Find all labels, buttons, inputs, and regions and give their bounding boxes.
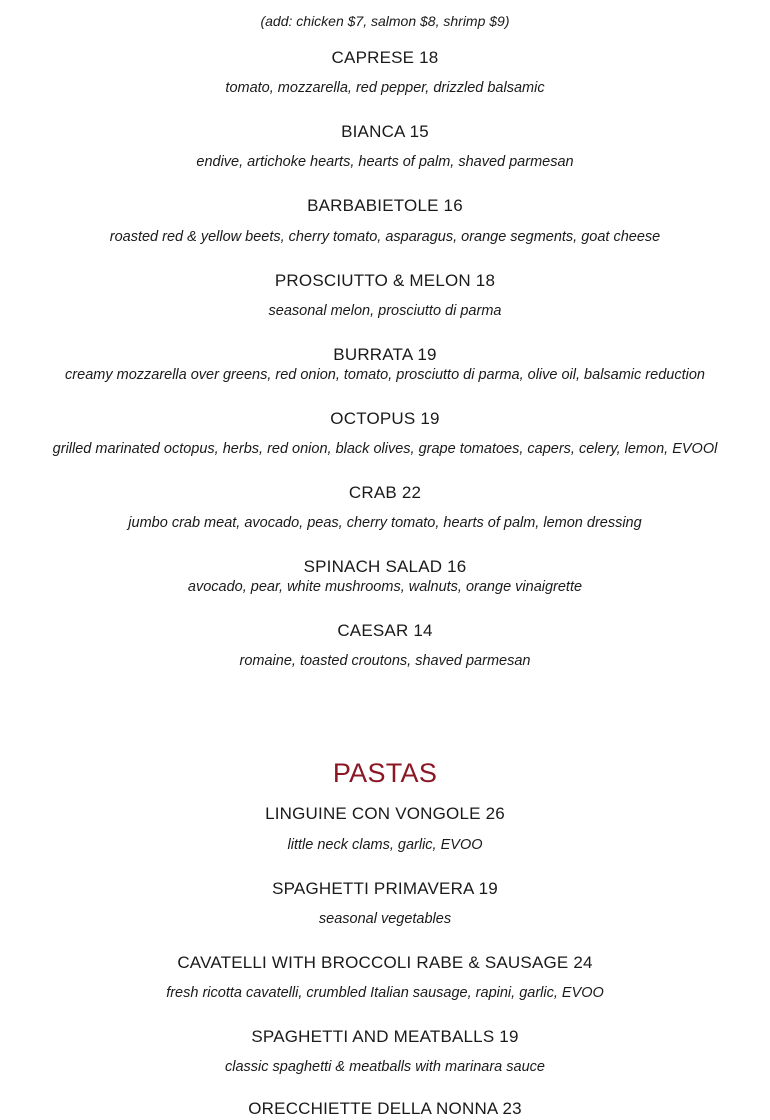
menu-item-crab — [0, 482, 770, 532]
menu-item-caesar — [0, 620, 770, 670]
menu-item-description: jumbo crab meat, avocado, peas, cherry tomato, hearts of palm, lemon dressing — [128, 515, 642, 531]
menu-item-name: CAVATELLI WITH BROCCOLI RABE & SAUSAGE 24 — [177, 953, 593, 972]
menu-item-spinach-salad — [0, 556, 770, 596]
menu-item-description: roasted red & yellow beets, cherry tomato, asparagus, orange segments, goat cheese — [109, 229, 661, 245]
menu-item-name: LINGUINE CON VONGOLE 26 — [265, 804, 505, 823]
menu-item-linguine-vongole — [0, 803, 770, 854]
menu-item-description: romaine, toasted croutons, shaved parmesan — [239, 653, 531, 669]
menu-item-spaghetti-meatballs — [0, 1026, 770, 1076]
menu-item-description: tomato, mozzarella, red pepper, drizzled balsamic — [225, 80, 545, 96]
menu-item-name: BARBABIETOLE 16 — [307, 196, 463, 215]
menu-item-prosciutto-melon — [0, 270, 770, 320]
menu-item-name: SPAGHETTI AND MEATBALLS 19 — [251, 1027, 519, 1046]
menu-item-bianca — [0, 121, 770, 171]
menu-item-orecchiette — [0, 1098, 770, 1120]
menu-item-name: CAPRESE 18 — [331, 48, 439, 67]
menu-item-description: little neck clams, garlic, EVOO — [287, 837, 483, 853]
section-title-pastas: PASTAS — [332, 758, 438, 788]
menu-item-description: fresh ricotta cavatelli, crumbled Italian sausage, rapini, garlic, EVOO — [166, 985, 604, 1001]
menu-item-cavatelli — [0, 952, 770, 1002]
menu-item-name: ORECCHIETTE DELLA NONNA 23 — [248, 1099, 522, 1118]
menu-item-description: creamy mozzarella over greens, red onion, tomato, prosciutto di parma, olive oil, balsamic reduction — [65, 367, 705, 383]
menu-item-name: OCTOPUS 19 — [330, 409, 440, 428]
menu-item-caprese — [0, 47, 770, 97]
menu-item-name: SPAGHETTI PRIMAVERA 19 — [272, 879, 498, 898]
menu-item-name: PROSCIUTTO & MELON 18 — [274, 271, 496, 290]
menu-item-description: seasonal vegetables — [318, 911, 452, 927]
menu-item-name: CRAB 22 — [348, 483, 422, 502]
menu-item-description: seasonal melon, prosciutto di parma — [268, 303, 502, 319]
menu-item-description: grilled marinated octopus, herbs, red onion, black olives, grape tomatoes, capers, celery, lemon, EVOOl — [52, 441, 718, 457]
menu-item-octopus — [0, 408, 770, 458]
salad-addon-note: (add: chicken $7, salmon $8, shrimp $9) — [260, 13, 510, 29]
menu-item-description: endive, artichoke hearts, hearts of palm, shaved parmesan — [196, 154, 574, 170]
menu-item-burrata — [0, 344, 770, 384]
menu-item-spaghetti-primavera — [0, 878, 770, 928]
menu-item-description: classic spaghetti & meatballs with marinara sauce — [225, 1059, 545, 1075]
menu-item-name: CAESAR 14 — [337, 621, 433, 640]
menu-item-name: BIANCA 15 — [341, 122, 429, 141]
menu-item-name: SPINACH SALAD 16 — [303, 557, 467, 576]
menu-item-barbabietole — [0, 195, 770, 246]
menu-item-name: BURRATA 19 — [333, 345, 437, 364]
menu-item-description: avocado, pear, white mushrooms, walnuts, orange vinaigrette — [187, 579, 583, 595]
